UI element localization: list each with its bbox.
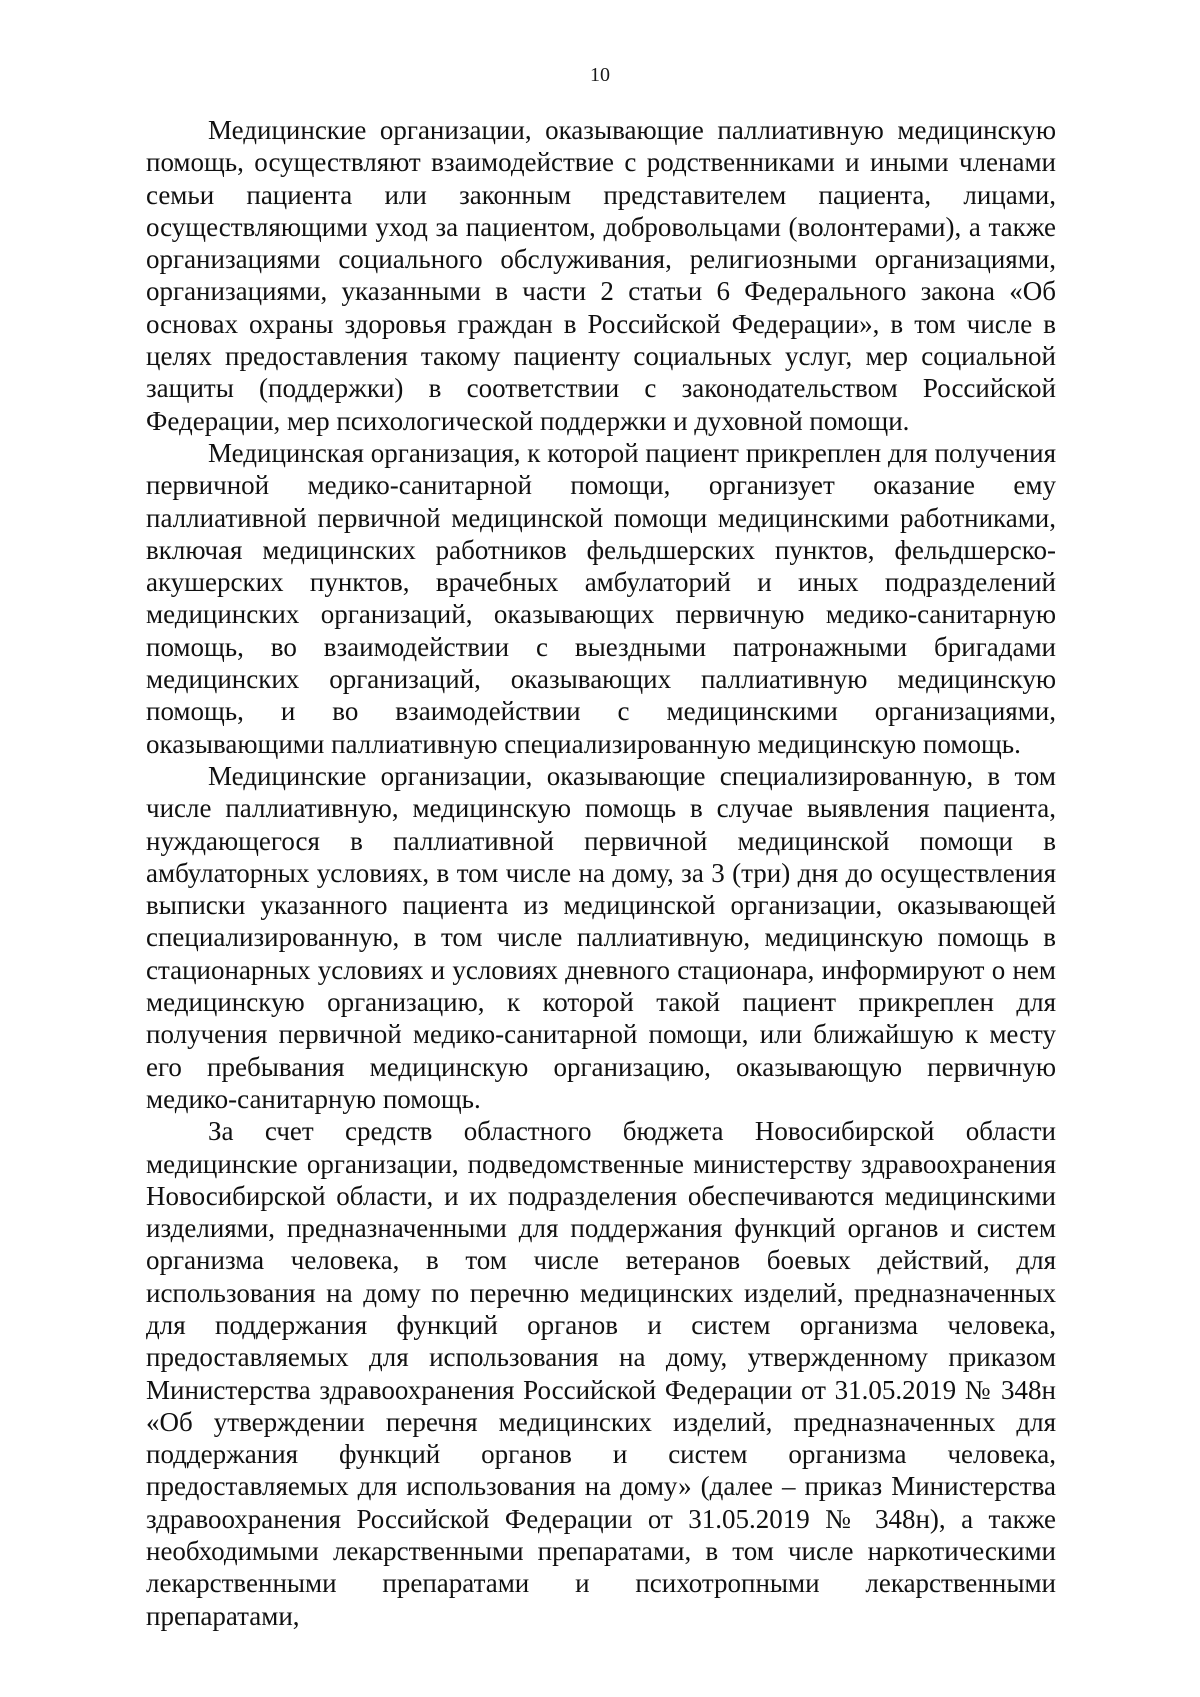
page-number: 10 — [590, 64, 610, 86]
paragraph-specialized-care-discharge: Медицинские организации, оказывающие специализированную, в том числе паллиативную, медицинскую помощь в случае выявления пациента, нуждающегося в паллиативной первичной медицинской помощи в амбулаторных условиях, в том числе на дому, за 3 (три) дня до осуществления выписки указанного пациента из медицинской организации, оказывающей специализированную, в том числе паллиативную, медицинскую помощь в стационарных условиях и условиях дневного стационара, информируют о нем медицинскую организацию, к которой такой пациент прикреплен для получения первичной медико-санитарной помощи, или ближайшую к месту его пребывания медицинскую организацию, оказывающую первичную медико-санитарную помощь. — [146, 760, 1056, 1114]
document-body — [146, 114, 1056, 1632]
paragraph-palliative-cooperation: Медицинские организации, оказывающие паллиативную медицинскую помощь, осуществляют взаимодействие с родственниками и иными членами семьи пациента или законным представителем пациента, лицами, осуществляющими уход за пациентом, добровольцами (волонтерами), а также организациями социального обслуживания, религиозными организациями, организациями, указанными в части 2 статьи 6 Федерального закона «Об основах охраны здоровья граждан в Российской Федерации», в том числе в целях предоставления такому пациенту социальных услуг, мер социальной защиты (поддержки) в соответствии с законодательством Российской Федерации, мер психологической поддержки и духовной помощи. — [146, 115, 1056, 436]
paragraph-primary-care-organization: Медицинская организация, к которой пациент прикреплен для получения первичной медико-санитарной помощи, организует оказание ему паллиативной первичной медицинской помощи медицинскими работниками, включая медицинских работников фельдшерских пунктов, фельдшерско-акушерских пунктов, врачебных амбулаторий и иных подразделений медицинских организаций, оказывающих первичную медико-санитарную помощь, во взаимодействии с выездными патронажными бригадами медицинских организаций, оказывающих паллиативную медицинскую помощь, и во взаимодействии с медицинскими организациями, оказывающими паллиативную специализированную медицинскую помощь. — [146, 437, 1056, 759]
paragraph-regional-budget-provision: За счет средств областного бюджета Новосибирской области медицинские организации, подведомственные министерству здравоохранения Новосибирской области, и их подразделения обеспечиваются медицинскими изделиями, предназначенными для поддержания функций органов и систем организма человека, в том числе ветеранов боевых действий, для использования на дому по перечню медицинских изделий, предназначенных для поддержания функций органов и систем организма человека, предоставляемых для использования на дому, утвержденному приказом Министерства здравоохранения Российской Федерации от 31.05.2019 № 348н «Об утверждении перечня медицинских изделий, предназначенных для поддержания функций органов и систем организма человека, предоставляемых для использования на дому» (далее – приказ Министерства здравоохранения Российской Федерации от 31.05.2019 № 348н), а также необходимыми лекарственными препаратами, в том числе наркотическими лекарственными препаратами и психотропными лекарственными препаратами, — [146, 1116, 1056, 1631]
